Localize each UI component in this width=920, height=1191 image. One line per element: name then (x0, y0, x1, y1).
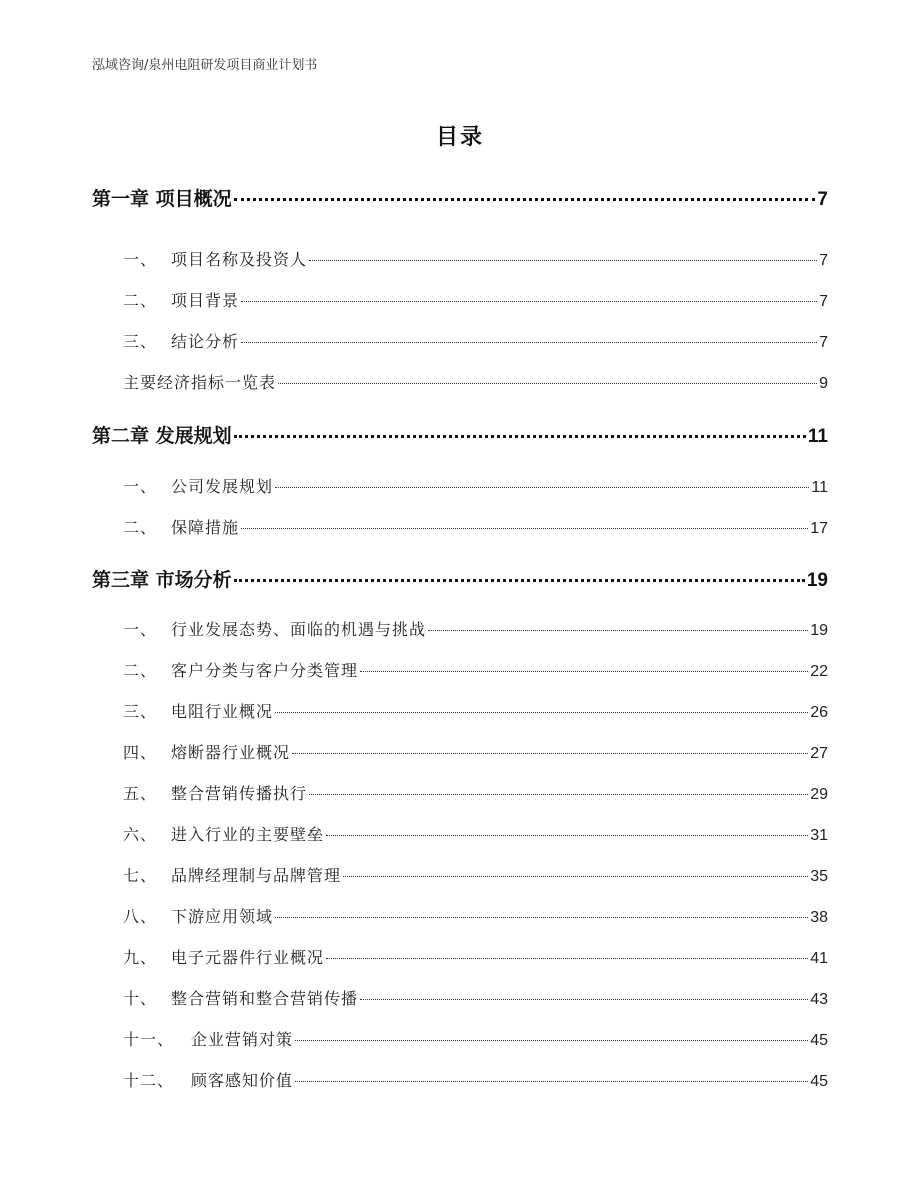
dot-leader (292, 753, 808, 754)
toc-entry-number: 一、 (123, 620, 158, 639)
toc-entry-label (123, 247, 307, 270)
toc-section-entry[interactable] (123, 986, 828, 1009)
toc-page-number: 35 (810, 868, 828, 885)
toc-page-number: 26 (810, 704, 828, 721)
toc-entry-label (123, 1027, 293, 1050)
toc-section-entry[interactable] (123, 904, 828, 927)
toc-page-number: 19 (806, 570, 828, 591)
toc-entry-number: 一、 (123, 477, 158, 496)
toc-entry-text: 下游应用领域 (171, 907, 274, 926)
toc-section-entry[interactable] (123, 1068, 828, 1091)
toc-entry-label (123, 699, 273, 722)
dot-leader (275, 917, 808, 918)
toc-entry-number: 二、 (123, 518, 158, 537)
toc-entry-text: 项目名称及投资人 (171, 250, 308, 269)
toc-page-number: 7 (819, 252, 828, 269)
toc-page-number: 22 (810, 663, 828, 680)
toc-entry-label (123, 658, 358, 681)
dot-leader (360, 999, 808, 1000)
dot-leader (234, 198, 816, 201)
toc-section-entry[interactable] (123, 781, 828, 804)
toc-page-number: 31 (810, 827, 828, 844)
toc-entry-text: 电阻行业概况 (171, 702, 274, 721)
toc-page-number: 38 (810, 909, 828, 926)
toc-section-entry[interactable] (123, 1027, 828, 1050)
toc-entry-label (123, 986, 358, 1009)
dot-leader (234, 579, 805, 582)
toc-entry-number: 四、 (123, 743, 158, 762)
dot-leader (309, 260, 817, 261)
toc-page-number: 7 (819, 334, 828, 351)
toc-page-number: 29 (810, 786, 828, 803)
toc-page-number: 9 (819, 375, 828, 392)
dot-leader (241, 342, 817, 343)
toc-entry-number: 九、 (123, 948, 158, 967)
toc-entry-number: 六、 (123, 825, 158, 844)
toc-page-number: 27 (810, 745, 828, 762)
dot-leader (343, 876, 808, 877)
toc-entry-label (123, 474, 273, 497)
toc-entry-label (123, 1068, 293, 1091)
toc-entry-label (123, 617, 426, 640)
toc-page-number: 17 (810, 520, 828, 537)
toc-entry-number: 十二、 (123, 1071, 175, 1090)
dot-leader (309, 794, 808, 795)
dot-leader (360, 671, 808, 672)
toc-entry-label: 第一章 项目概况 (92, 188, 232, 210)
toc-entry-text: 结论分析 (171, 332, 240, 351)
dot-leader (428, 630, 808, 631)
toc-entry-label (123, 822, 324, 845)
dot-leader (241, 301, 817, 302)
toc-entry-text: 品牌经理制与品牌管理 (171, 866, 342, 885)
toc-entry-number: 七、 (123, 866, 158, 885)
toc-section-entry[interactable] (123, 740, 828, 763)
toc-entry-label (123, 740, 290, 763)
running-header: 泓域咨询/泉州电阻研发项目商业计划书 (92, 58, 318, 73)
toc-page-number: 7 (817, 189, 828, 210)
toc-entry-text: 企业营销对策 (191, 1030, 294, 1049)
toc-entry-number: 十、 (123, 989, 158, 1008)
toc-chapter-entry[interactable] (92, 184, 828, 211)
toc-section-entry[interactable] (123, 822, 828, 845)
toc-entry-number: 一、 (123, 250, 158, 269)
toc-section-entry[interactable] (123, 474, 828, 497)
toc-entry-number: 五、 (123, 784, 158, 803)
toc-entry-label (123, 288, 239, 311)
toc-entry-number: 二、 (123, 291, 158, 310)
toc-section-entry[interactable] (123, 699, 828, 722)
dot-leader (278, 383, 817, 384)
toc-entry-text: 整合营销传播执行 (171, 784, 308, 803)
toc-chapter-entry[interactable] (92, 421, 828, 448)
toc-entry-number: 三、 (123, 702, 158, 721)
toc-entry-label (123, 515, 239, 538)
toc-entry-text: 整合营销和整合营销传播 (171, 989, 359, 1008)
toc-entry-number: 八、 (123, 907, 158, 926)
toc-section-entry[interactable] (123, 945, 828, 968)
dot-leader (275, 487, 809, 488)
toc-page-number: 11 (807, 426, 828, 447)
toc-entry-number: 三、 (123, 332, 158, 351)
toc-entry-text: 熔断器行业概况 (171, 743, 291, 762)
toc-entry-label (123, 904, 273, 927)
toc-entry-label (123, 863, 341, 886)
toc-page-number: 45 (810, 1032, 828, 1049)
toc-entry-label (123, 781, 307, 804)
toc-entry-text: 电子元器件行业概况 (171, 948, 325, 967)
toc-page-number: 11 (811, 479, 828, 496)
dot-leader (295, 1040, 808, 1041)
toc-entry-number: 十一、 (123, 1030, 175, 1049)
toc-entry-text: 保障措施 (171, 518, 240, 537)
toc-entry-text: 项目背景 (171, 291, 240, 310)
dot-leader (295, 1081, 808, 1082)
dot-leader (234, 435, 806, 438)
toc-section-entry[interactable] (123, 515, 828, 538)
toc-entry-text: 公司发展规划 (171, 477, 274, 496)
toc-page-number: 41 (810, 950, 828, 967)
dot-leader (326, 835, 808, 836)
toc-entry-text: 行业发展态势、面临的机遇与挑战 (171, 620, 427, 639)
toc-section-entry[interactable] (123, 247, 828, 270)
toc-entry-text: 主要经济指标一览表 (123, 373, 277, 392)
toc-section-entry[interactable] (123, 617, 828, 640)
toc-title: 目录 (435, 125, 484, 150)
toc-section-entry[interactable] (123, 863, 828, 886)
dot-leader (275, 712, 808, 713)
toc-entry-label (123, 329, 239, 352)
toc-entry-text: 顾客感知价值 (191, 1071, 294, 1090)
toc-entry-label: 第三章 市场分析 (92, 569, 232, 591)
toc-entry-text: 进入行业的主要壁垒 (171, 825, 325, 844)
toc-page-number: 7 (819, 293, 828, 310)
toc-page-number: 45 (810, 1073, 828, 1090)
toc-entry-number: 二、 (123, 661, 158, 680)
toc-entry-text: 客户分类与客户分类管理 (171, 661, 359, 680)
toc-page-number: 19 (810, 622, 828, 639)
toc-section-entry[interactable] (123, 288, 828, 311)
toc-section-entry[interactable] (123, 370, 828, 393)
toc-section-entry[interactable] (123, 658, 828, 681)
toc-entry-label (123, 945, 324, 968)
toc-entry-label (123, 370, 276, 393)
toc-chapter-entry[interactable] (92, 565, 828, 592)
toc-section-entry[interactable] (123, 329, 828, 352)
dot-leader (241, 528, 808, 529)
toc-page-number: 43 (810, 991, 828, 1008)
dot-leader (326, 958, 808, 959)
toc-entry-label: 第二章 发展规划 (92, 425, 232, 447)
